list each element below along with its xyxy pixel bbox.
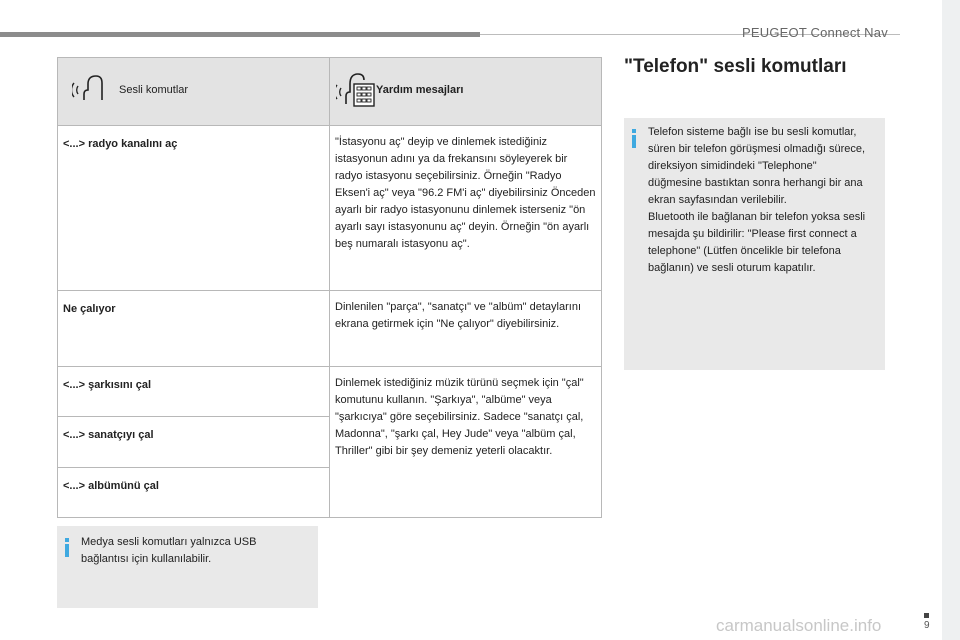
header-label-commands: Sesli komutlar — [119, 84, 189, 96]
phone-section-title: "Telefon" sesli komutları — [624, 56, 847, 77]
description-cell: Dinlemek istediğiniz müzik türünü seçmek için "çal" komutunu kullanın. "Şarkıya", "albüme" veya "şarkıcıya" göre seçebilirsiniz. Sadece "sanatçı çal, Madonna", "şarkı çal, Hey Jude" veya "albüm çal, Thriller" gibi bir şey demeniz yeterli olacaktır. — [330, 367, 602, 518]
table-row — [58, 367, 602, 417]
table-row — [58, 126, 602, 291]
description-cell: "İstasyonu aç" deyip ve dinlemek istediğiniz istasyonun adını ya da frekansını söyleyerek bir radyo istasyonu seçebilirsiniz. Örneğin "Radyo Eksen'i aç" veya "96.2 FM'i aç" diyebilirsiniz Önceden ayarlı bir radyo istasyonunu dinlemek isterseniz "ön ayarlı sayı istasyonunu aç" deyin. Örneğin "ön ayarlı beş numaralı istasyonu aç". — [330, 126, 602, 291]
voice-command-icon — [72, 70, 106, 110]
help-message-icon — [336, 70, 376, 116]
media-note — [57, 526, 318, 608]
command-cell: <...> albümünü çal — [58, 468, 330, 518]
table-header-commands — [58, 58, 330, 126]
description-cell: Dinlenilen "parça", "sanatçı" ve "albüm" detaylarını ekrana getirmek için "Ne çalıyor" diyebilirsiniz. — [330, 291, 602, 367]
page-side-strip — [942, 0, 960, 640]
page-number: 9 — [924, 620, 930, 631]
phone-note-paragraph-2: Bluetooth ile bağlanan bir telefon yoksa sesli mesajda şu bildirilir: "Please first connect a telephone" (Lütfen öncelikle bir telefona bağlanın) ve sesli oturum kapatılır. — [648, 211, 866, 274]
table-header-help — [330, 58, 602, 126]
phone-note-paragraph-1: Telefon sisteme bağlı ise bu sesli komutlar, süren bir telefon görüşmesi olmadığı sürece, direksiyon simidindeki "Telephone" düğmesine bastıktan sonra herhangi bir ana ekran sayfasından verilebilir. — [648, 126, 866, 206]
command-cell: <...> sanatçıyı çal — [58, 417, 330, 468]
watermark: carmanualsonline.info — [716, 616, 882, 635]
voice-commands-table — [57, 57, 602, 518]
page-marker — [924, 613, 929, 618]
phone-note-text — [648, 124, 870, 277]
top-rule — [0, 32, 480, 37]
header-label-help: Yardım mesajları — [376, 84, 464, 96]
media-note-text: Medya sesli komutları yalnızca USB bağlantısı için kullanılabilir. — [81, 536, 257, 565]
table-row — [58, 291, 602, 367]
phone-note — [624, 118, 885, 370]
command-cell: Ne çalıyor — [58, 291, 330, 367]
header-title: PEUGEOT Connect Nav — [742, 25, 888, 40]
command-cell: <...> radyo kanalını aç — [58, 126, 330, 291]
command-cell: <...> şarkısını çal — [58, 367, 330, 417]
